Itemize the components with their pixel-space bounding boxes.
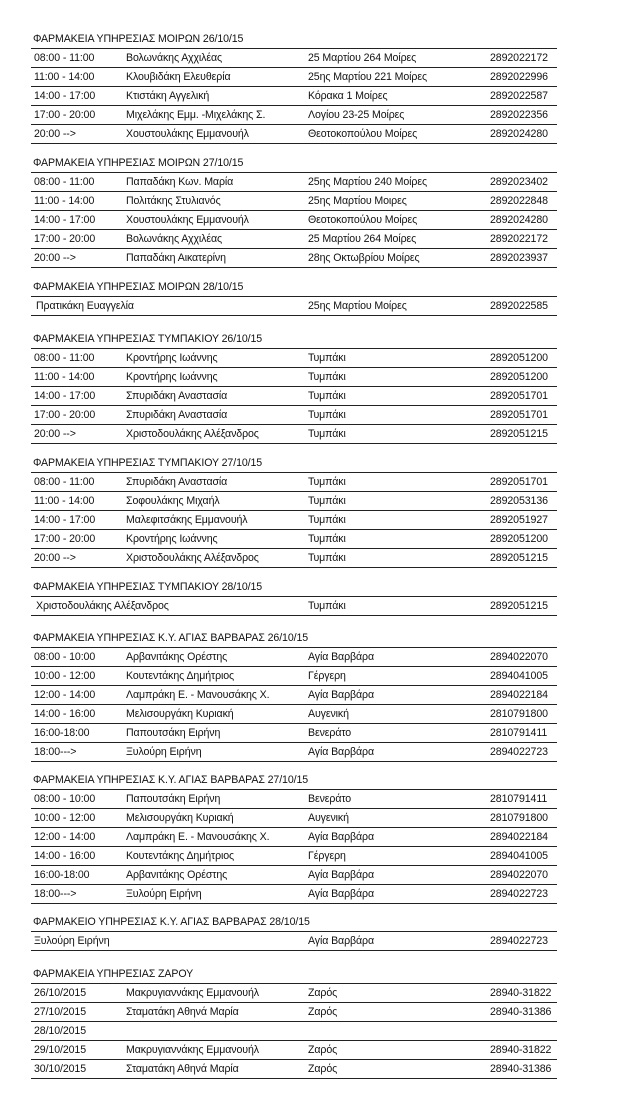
address-cell: Ζαρός: [308, 1063, 338, 1075]
pharmacist-cell: Παπαδάκη Κων. Μαρία: [126, 176, 234, 188]
pharmacist-cell: Κουτεντάκης Δημήτριος: [126, 670, 235, 682]
time-cell: 12:00 - 14:00: [34, 831, 96, 843]
phone-cell: 2892022356: [490, 109, 548, 121]
time-cell: 16:00-18:00: [34, 727, 90, 739]
pharmacist-cell: Μελισουργάκη Κυριακή: [126, 812, 234, 824]
table-row: [31, 809, 557, 828]
schedule-table: [31, 647, 557, 762]
table-row: [31, 173, 557, 192]
table-row: [31, 297, 557, 316]
phone-cell: 2892022172: [490, 52, 548, 64]
time-cell: 14:00 - 17:00: [34, 390, 96, 402]
time-cell: 17:00 - 20:00: [34, 533, 96, 545]
phone-cell: 2892022996: [490, 71, 548, 83]
pharmacist-cell: Μιχελάκης Εμμ. -Μιχελάκης Σ.: [126, 109, 266, 121]
date-cell: 27/10/2015: [34, 1006, 87, 1018]
table-row: [31, 648, 557, 667]
table-row: [31, 549, 557, 568]
address-cell: Βενεράτο: [308, 793, 352, 805]
schedule-table: [31, 348, 557, 444]
address-cell: Θεοτοκοπούλου Μοίρες: [308, 214, 418, 226]
table-row: [31, 106, 557, 125]
pharmacist-cell: Σταματάκη Αθηνά Μαρία: [126, 1006, 239, 1018]
phone-cell: 2892051701: [490, 409, 548, 421]
phone-cell: 2894022070: [490, 869, 548, 881]
phone-cell: 2892051701: [490, 390, 548, 402]
section-title: ΦΑΡΜΑΚΕΙΑ ΥΠΗΡΕΣΙΑΣ ΖΑΡΟΥ: [33, 968, 194, 980]
section-title: ΦΑΡΜΑΚΕΙΑ ΥΠΗΡΕΣΙΑΣ ΤΥΜΠΑΚΙΟΥ 28/10/15: [33, 581, 263, 593]
pharmacist-cell: Μελισουργάκη Κυριακή: [126, 708, 234, 720]
phone-cell: 2892051215: [490, 552, 548, 564]
address-cell: 25ης Μαρτίου 221 Μοίρες: [308, 71, 427, 83]
table-row: [31, 49, 557, 68]
table-row: [31, 511, 557, 530]
date-cell: 28/10/2015: [34, 1025, 87, 1037]
time-cell: 11:00 - 14:00: [34, 71, 95, 83]
pharmacist-cell: Λαμπράκη Ε. - Μανουσάκης Χ.: [126, 689, 270, 701]
time-cell: 10:00 - 12:00: [34, 812, 96, 824]
time-cell: 11:00 - 14:00: [34, 495, 95, 507]
table-row: [31, 597, 557, 616]
table-row: [31, 686, 557, 705]
phone-cell: 28940-31386: [490, 1063, 552, 1075]
address-cell: Τυμπάκι: [308, 600, 346, 612]
pharmacist-cell: Αρβανιτάκης Ορέστης: [126, 651, 228, 663]
phone-cell: 2810791800: [490, 812, 548, 824]
pharmacist-cell: Κουτεντάκης Δημήτριος: [126, 850, 235, 862]
table-row: [31, 866, 557, 885]
date-cell: 26/10/2015: [34, 987, 87, 999]
schedule-section-moires-26: [0, 31, 637, 144]
table-row: [31, 425, 557, 444]
phone-cell: 2892051701: [490, 476, 548, 488]
section-title: ΦΑΡΜΑΚΕΙΑ ΥΠΗΡΕΣΙΑΣ ΜΟΙΡΩΝ 26/10/15: [33, 33, 244, 45]
time-cell: 20:00 -->: [34, 252, 76, 264]
table-row: [31, 68, 557, 87]
phone-cell: 2892051927: [490, 514, 548, 526]
section-title: ΦΑΡΜΑΚΕΙΑ ΥΠΗΡΕΣΙΑΣ ΜΟΙΡΩΝ 28/10/15: [33, 281, 244, 293]
phone-cell: 2892022848: [490, 195, 548, 207]
table-row: [31, 192, 557, 211]
table-row: [31, 932, 557, 951]
time-cell: 20:00 -->: [34, 552, 76, 564]
time-cell: 14:00 - 17:00: [34, 514, 96, 526]
pharmacist-cell: Κροντήρης Ιωάννης: [126, 533, 218, 545]
time-cell: 18:00--->: [34, 888, 77, 900]
pharmacist-cell: Σπυριδάκη Αναστασία: [126, 409, 228, 421]
address-cell: Τυμπάκι: [308, 476, 346, 488]
table-row: [31, 406, 557, 425]
time-cell: 17:00 - 20:00: [34, 409, 96, 421]
section-title: ΦΑΡΜΑΚΕΙΑ ΥΠΗΡΕΣΙΑΣ Κ.Υ. ΑΓΙΑΣ ΒΑΡΒΑΡΑΣ 27/10/15: [33, 774, 309, 786]
address-cell: Αγία Βαρβάρα: [308, 746, 374, 758]
schedule-section-agia-varvara-27: [0, 772, 637, 904]
time-cell: 20:00 -->: [34, 428, 76, 440]
time-cell: 08:00 - 11:00: [34, 476, 95, 488]
time-cell: 14:00 - 17:00: [34, 214, 96, 226]
address-cell: Αγία Βαρβάρα: [308, 689, 374, 701]
pharmacist-cell: Σταματάκη Αθηνά Μαρία: [126, 1063, 239, 1075]
schedule-section-tympaki-26: [0, 331, 637, 444]
address-cell: Αυγενική: [308, 812, 349, 824]
address-cell: Γέργερη: [308, 670, 346, 682]
phone-cell: 2894022070: [490, 651, 548, 663]
table-row: [31, 249, 557, 268]
phone-cell: 2892023402: [490, 176, 548, 188]
phone-cell: 2894022723: [490, 746, 548, 758]
pharmacist-cell: Λαμπράκη Ε. - Μανουσάκης Χ.: [126, 831, 270, 843]
schedule-section-moires-27: [0, 155, 637, 268]
phone-cell: 2892051200: [490, 352, 548, 364]
pharmacist-cell: Μακρυγιαννάκης Εμμανουήλ: [126, 987, 259, 999]
time-cell: 14:00 - 16:00: [34, 850, 96, 862]
time-cell: 11:00 - 14:00: [34, 371, 95, 383]
pharmacist-cell: Χριστοδουλάκης Αλέξανδρος: [126, 552, 259, 564]
address-cell: Ζαρός: [308, 1006, 338, 1018]
date-cell: 30/10/2015: [34, 1063, 87, 1075]
section-title: ΦΑΡΜΑΚΕΙΑ ΥΠΗΡΕΣΙΑΣ ΤΥΜΠΑΚΙΟΥ 26/10/15: [33, 333, 263, 345]
phone-cell: 2892022172: [490, 233, 548, 245]
schedule-section-agia-varvara-28: [0, 914, 637, 951]
time-cell: 12:00 - 14:00: [34, 689, 96, 701]
address-cell: Τυμπάκι: [308, 495, 346, 507]
pharmacist-cell: Πρατικάκη Ευαγγελία: [36, 300, 134, 312]
pharmacist-cell: Χριστοδουλάκης Αλέξανδρος: [36, 600, 169, 612]
table-row: [31, 211, 557, 230]
schedule-section-zaros: [0, 966, 637, 1079]
address-cell: Τυμπάκι: [308, 533, 346, 545]
pharmacist-cell: Ξυλούρη Ειρήνη: [126, 888, 202, 900]
phone-cell: 2892022587: [490, 90, 548, 102]
pharmacist-cell: Χριστοδουλάκης Αλέξανδρος: [126, 428, 259, 440]
pharmacist-cell: Χουστουλάκης Εμμανουήλ: [126, 128, 249, 140]
address-cell: Τυμπάκι: [308, 552, 346, 564]
address-cell: Θεοτοκοπούλου Μοίρες: [308, 128, 418, 140]
time-cell: 14:00 - 17:00: [34, 90, 96, 102]
pharmacist-cell: Βολωνάκης Αχχιλέας: [126, 52, 223, 64]
schedule-table: [31, 296, 557, 316]
table-row: [31, 885, 557, 904]
address-cell: 28ης Οκτωβρίου Μοίρες: [308, 252, 420, 264]
schedule-section-agia-varvara-26: [0, 630, 637, 762]
address-cell: Τυμπάκι: [308, 409, 346, 421]
schedule-table: [31, 48, 557, 144]
phone-cell: 2810791411: [490, 793, 548, 805]
schedule-table: [31, 983, 557, 1079]
time-cell: 20:00 -->: [34, 128, 76, 140]
table-row: [31, 705, 557, 724]
schedule-table: [31, 931, 557, 951]
phone-cell: 28940-31386: [490, 1006, 552, 1018]
pharmacist-cell: Σοφουλάκης Μιχαήλ: [126, 495, 220, 507]
address-cell: Αγία Βαρβάρα: [308, 651, 374, 663]
section-title: ΦΑΡΜΑΚΕΙΑ ΥΠΗΡΕΣΙΑΣ ΤΥΜΠΑΚΙΟΥ 27/10/15: [33, 457, 263, 469]
time-cell: 17:00 - 20:00: [34, 109, 96, 121]
phone-cell: 2894041005: [490, 670, 548, 682]
address-cell: Αγία Βαρβάρα: [308, 869, 374, 881]
table-row: [31, 1022, 557, 1041]
table-row: [31, 492, 557, 511]
address-cell: Ζαρός: [308, 987, 338, 999]
phone-cell: 2892024280: [490, 128, 548, 140]
schedule-section-tympaki-27: [0, 455, 637, 568]
phone-cell: 2892022585: [490, 300, 548, 312]
phone-cell: 28940-31822: [490, 1044, 552, 1056]
pharmacist-cell: Παπαδάκη Αικατερίνη: [126, 252, 226, 264]
address-cell: Αγία Βαρβάρα: [308, 935, 374, 947]
phone-cell: 2892051215: [490, 600, 548, 612]
section-title: ΦΑΡΜΑΚΕΙΟ ΥΠΗΡΕΣΙΑΣ Κ.Υ. ΑΓΙΑΣ ΒΑΡΒΑΡΑΣ 28/10/15: [33, 916, 310, 928]
address-cell: Λογίου 23-25 Μοίρες: [308, 109, 405, 121]
address-cell: 25ης Μαρτίου 240 Μοίρες: [308, 176, 427, 188]
pharmacist-cell: Ξυλούρη Ειρήνη: [126, 746, 202, 758]
table-row: [31, 667, 557, 686]
pharmacist-cell: Μαλεφιτσάκης Εμμανουήλ: [126, 514, 248, 526]
phone-cell: 2894022723: [490, 935, 548, 947]
time-cell: 10:00 - 12:00: [34, 670, 96, 682]
address-cell: Ζαρός: [308, 1044, 338, 1056]
time-cell: 18:00--->: [34, 746, 77, 758]
phone-cell: 2892053136: [490, 495, 548, 507]
table-row: [31, 1060, 557, 1079]
table-row: [31, 743, 557, 762]
time-cell: 08:00 - 10:00: [34, 793, 96, 805]
time-cell: 08:00 - 11:00: [34, 52, 95, 64]
table-row: [31, 473, 557, 492]
schedule-table: [31, 472, 557, 568]
phone-cell: 2892023937: [490, 252, 548, 264]
address-cell: 25ης Μαρτίου Μοίρες: [308, 300, 407, 312]
address-cell: Τυμπάκι: [308, 371, 346, 383]
table-row: [31, 828, 557, 847]
address-cell: Βενεράτο: [308, 727, 352, 739]
time-cell: 08:00 - 11:00: [34, 176, 95, 188]
table-row: [31, 724, 557, 743]
time-cell: 14:00 - 16:00: [34, 708, 96, 720]
table-row: [31, 847, 557, 866]
schedule-section-tympaki-28: [0, 579, 637, 616]
phone-cell: 2894022184: [490, 689, 548, 701]
pharmacist-cell: Παπουτσάκη Ειρήνη: [126, 793, 221, 805]
pharmacist-cell: Πολιτάκης Στυλιανός: [126, 195, 221, 207]
table-row: [31, 87, 557, 106]
time-cell: 17:00 - 20:00: [34, 233, 96, 245]
pharmacist-cell: Σπυριδάκη Αναστασία: [126, 390, 228, 402]
address-cell: Τυμπάκι: [308, 428, 346, 440]
address-cell: 25 Μαρτίου 264 Μοίρες: [308, 233, 417, 245]
table-row: [31, 984, 557, 1003]
section-title: ΦΑΡΜΑΚΕΙΑ ΥΠΗΡΕΣΙΑΣ Κ.Υ. ΑΓΙΑΣ ΒΑΡΒΑΡΑΣ 26/10/15: [33, 632, 309, 644]
schedule-table: [31, 596, 557, 616]
schedule-table: [31, 789, 557, 904]
table-row: [31, 790, 557, 809]
table-row: [31, 230, 557, 249]
address-cell: Αγία Βαρβάρα: [308, 831, 374, 843]
table-row: [31, 349, 557, 368]
phone-cell: 2892051200: [490, 533, 548, 545]
phone-cell: 2810791800: [490, 708, 548, 720]
time-cell: 11:00 - 14:00: [34, 195, 95, 207]
phone-cell: 2892051200: [490, 371, 548, 383]
table-row: [31, 125, 557, 144]
address-cell: Τυμπάκι: [308, 352, 346, 364]
section-title: ΦΑΡΜΑΚΕΙΑ ΥΠΗΡΕΣΙΑΣ ΜΟΙΡΩΝ 27/10/15: [33, 157, 244, 169]
phone-cell: 2892024280: [490, 214, 548, 226]
time-cell: 16:00-18:00: [34, 869, 90, 881]
pharmacist-cell: Κτιστάκη Αγγελική: [126, 90, 210, 102]
phone-cell: 2894022184: [490, 831, 548, 843]
address-cell: Αυγενική: [308, 708, 349, 720]
pharmacist-cell: Αρβανιτάκης Ορέστης: [126, 869, 228, 881]
address-cell: Κόρακα 1 Μοίρες: [308, 90, 388, 102]
schedule-section-moires-28: [0, 279, 637, 316]
time-cell: 08:00 - 11:00: [34, 352, 95, 364]
pharmacist-cell: Μακρυγιαννάκης Εμμανουήλ: [126, 1044, 259, 1056]
address-cell: 25 Μαρτίου 264 Μοίρες: [308, 52, 417, 64]
address-cell: Αγία Βαρβάρα: [308, 888, 374, 900]
phone-cell: 2892051215: [490, 428, 548, 440]
table-row: [31, 1003, 557, 1022]
pharmacist-cell: Κροντήρης Ιωάννης: [126, 352, 218, 364]
address-cell: Τυμπάκι: [308, 514, 346, 526]
pharmacist-cell: Παπουτσάκη Ειρήνη: [126, 727, 221, 739]
address-cell: Τυμπάκι: [308, 390, 346, 402]
table-row: [31, 387, 557, 406]
table-row: [31, 1041, 557, 1060]
pharmacist-cell: Χουστουλάκης Εμμανουήλ: [126, 214, 249, 226]
pharmacist-cell: Κροντήρης Ιωάννης: [126, 371, 218, 383]
time-cell: 08:00 - 10:00: [34, 651, 96, 663]
pharmacist-cell: Σπυριδάκη Αναστασία: [126, 476, 228, 488]
address-cell: Γέργερη: [308, 850, 346, 862]
pharmacist-cell: Ξυλούρη Ειρήνη: [34, 935, 110, 947]
date-cell: 29/10/2015: [34, 1044, 87, 1056]
phone-cell: 28940-31822: [490, 987, 552, 999]
address-cell: 25ης Μαρτίου Μοιρες: [308, 195, 407, 207]
phone-cell: 2894041005: [490, 850, 548, 862]
phone-cell: 2894022723: [490, 888, 548, 900]
table-row: [31, 530, 557, 549]
pharmacist-cell: Βολωνάκης Αχχιλέας: [126, 233, 223, 245]
schedule-table: [31, 172, 557, 268]
pharmacist-cell: Κλουβιδάκη Ελευθερία: [126, 71, 231, 83]
phone-cell: 2810791411: [490, 727, 548, 739]
table-row: [31, 368, 557, 387]
